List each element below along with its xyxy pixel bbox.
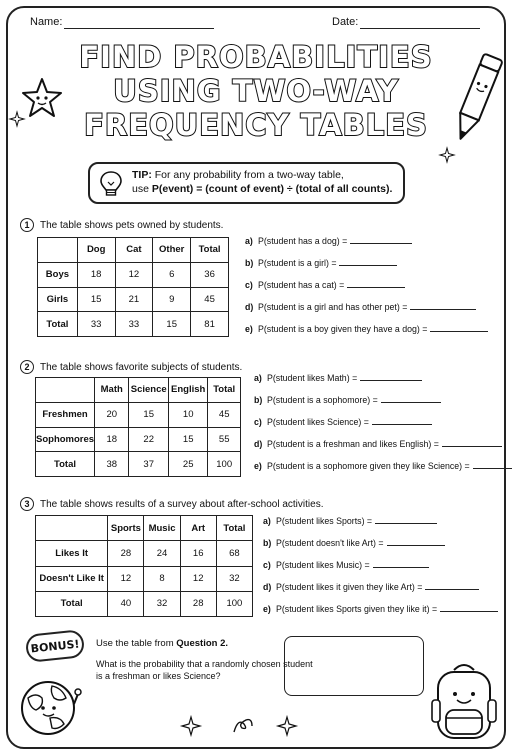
star-icon xyxy=(20,76,64,120)
question-text: P(student is a sophomore) = xyxy=(267,395,378,405)
table-row-header: Likes It xyxy=(36,541,108,566)
answer-blank[interactable] xyxy=(339,258,397,266)
question-1-header xyxy=(20,218,223,232)
question-item xyxy=(254,439,502,449)
table-cell: 15 xyxy=(153,312,191,337)
question-text: P(student likes it given they like Art) = xyxy=(276,582,423,592)
table-row xyxy=(36,402,241,427)
answer-blank[interactable] xyxy=(375,516,437,524)
question-item xyxy=(263,516,437,526)
answer-blank[interactable] xyxy=(442,439,502,447)
lightbulb-icon xyxy=(98,169,124,199)
title-line-1: FIND PROBABILITIES xyxy=(79,40,433,74)
bonus-question-line-1: What is the probability that a randomly chosen student xyxy=(96,659,313,669)
question-number: 2 xyxy=(20,360,34,374)
question-text: P(student is a girl and has other pet) = xyxy=(258,302,408,312)
table-header-cell: Art xyxy=(180,516,216,541)
table-cell: 21 xyxy=(115,287,153,312)
question-item xyxy=(254,373,422,383)
pencil-icon xyxy=(452,48,502,148)
table-header-cell: English xyxy=(169,378,208,403)
table-cell: 100 xyxy=(208,452,241,477)
table-cell: 8 xyxy=(144,566,180,591)
question-letter: c) xyxy=(245,280,253,290)
question-item xyxy=(263,604,498,614)
question-letter: a) xyxy=(245,236,253,246)
question-number: 1 xyxy=(20,218,34,232)
table-row-header: Girls xyxy=(38,287,78,312)
sparkle-icon xyxy=(278,717,296,735)
table-row-header: Total xyxy=(36,452,95,477)
question-item xyxy=(263,560,429,570)
table-row xyxy=(38,312,229,337)
answer-blank[interactable] xyxy=(381,395,441,403)
table-header-cell: Other xyxy=(153,238,191,263)
answer-blank[interactable] xyxy=(360,373,422,381)
table-header-cell: Music xyxy=(144,516,180,541)
table-row-header: Doesn't Like It xyxy=(36,566,108,591)
question-letter: c) xyxy=(263,560,271,570)
question-item xyxy=(263,538,445,548)
answer-blank[interactable] xyxy=(410,302,476,310)
answer-blank[interactable] xyxy=(430,324,488,332)
question-2-header xyxy=(20,360,242,374)
question-letter: e) xyxy=(254,461,262,471)
answer-blank[interactable] xyxy=(440,604,498,612)
table-header-cell: Total xyxy=(208,378,241,403)
table-header-cell xyxy=(36,378,95,403)
table-row xyxy=(36,591,253,616)
question-letter: b) xyxy=(254,395,263,405)
table-header-cell: Math xyxy=(95,378,129,403)
bonus-answer-box[interactable] xyxy=(284,636,424,696)
question-text: P(student has a cat) = xyxy=(258,280,345,290)
question-prompt: The table shows results of a survey about after-school activities. xyxy=(40,498,324,510)
table-cell: 24 xyxy=(144,541,180,566)
question-prompt: The table shows favorite subjects of students. xyxy=(40,361,243,373)
table-cell: 45 xyxy=(208,402,241,427)
frequency-table-subjects xyxy=(35,377,241,477)
sparkle-icon xyxy=(440,148,454,162)
answer-blank[interactable] xyxy=(347,280,405,288)
table-cell: 12 xyxy=(180,566,216,591)
question-text: P(student is a boy given they have a dog) = xyxy=(258,324,428,334)
question-letter: d) xyxy=(254,439,263,449)
question-text: P(student is a freshman and likes English) = xyxy=(267,439,439,449)
date-label: Date: xyxy=(332,16,359,28)
bonus-intro xyxy=(96,638,228,649)
question-letter: c) xyxy=(254,417,262,427)
question-text: P(student likes Music) = xyxy=(276,560,370,570)
table-cell: 12 xyxy=(115,262,153,287)
question-item xyxy=(245,236,412,246)
table-row xyxy=(36,452,241,477)
question-item xyxy=(245,258,397,268)
question-letter: e) xyxy=(263,604,271,614)
table-header-cell: Cat xyxy=(115,238,153,263)
answer-blank[interactable] xyxy=(473,461,512,469)
question-text: P(student likes Science) = xyxy=(267,417,369,427)
table-header-cell: Total xyxy=(216,516,252,541)
table-row-header: Total xyxy=(36,591,108,616)
title-line-3: FREQUENCY TABLES xyxy=(84,108,428,142)
table-cell: 18 xyxy=(95,427,129,452)
date-field[interactable] xyxy=(360,28,480,29)
question-letter: d) xyxy=(263,582,272,592)
frequency-table-activities xyxy=(35,515,253,617)
table-cell: 32 xyxy=(144,591,180,616)
answer-blank[interactable] xyxy=(373,560,429,568)
table-cell: 28 xyxy=(108,541,144,566)
answer-blank[interactable] xyxy=(372,417,432,425)
table-row xyxy=(36,541,253,566)
table-cell: 9 xyxy=(153,287,191,312)
table-cell: 32 xyxy=(216,566,252,591)
table-cell: 22 xyxy=(129,427,169,452)
question-3-header xyxy=(20,497,323,511)
table-header-row xyxy=(38,238,229,263)
question-text: P(student likes Math) = xyxy=(267,373,358,383)
table-header-cell: Sports xyxy=(108,516,144,541)
question-item xyxy=(245,302,476,312)
bonus-intro-prefix: Use the table from xyxy=(96,638,177,649)
question-item xyxy=(245,324,488,334)
question-text: P(student is a sophomore given they like Science) = xyxy=(267,461,470,471)
answer-blank[interactable] xyxy=(387,538,445,546)
question-letter: a) xyxy=(254,373,262,383)
table-row xyxy=(36,566,253,591)
bonus-intro-ref: Question 2. xyxy=(176,638,228,649)
table-cell: 55 xyxy=(208,427,241,452)
question-item xyxy=(245,280,405,290)
bonus-badge: BONUS! xyxy=(25,629,86,663)
answer-blank[interactable] xyxy=(425,582,479,590)
table-header-cell: Science xyxy=(129,378,169,403)
table-cell: 100 xyxy=(216,591,252,616)
table-row xyxy=(36,427,241,452)
table-cell: 15 xyxy=(77,287,115,312)
tip-line-1: For any probability from a two-way table, xyxy=(154,169,344,181)
question-item xyxy=(254,461,512,471)
question-letter: e) xyxy=(245,324,253,334)
table-cell: 45 xyxy=(191,287,229,312)
table-row-header: Freshmen xyxy=(36,402,95,427)
table-row-header: Sophomores xyxy=(36,427,95,452)
question-text: P(student is a girl) = xyxy=(258,258,337,268)
table-cell: 33 xyxy=(115,312,153,337)
name-field[interactable] xyxy=(64,28,214,29)
table-cell: 18 xyxy=(77,262,115,287)
sparkle-icon xyxy=(10,112,24,126)
question-text: P(student doesn't like Art) = xyxy=(276,538,384,548)
table-cell: 33 xyxy=(77,312,115,337)
table-cell: 38 xyxy=(95,452,129,477)
table-cell: 15 xyxy=(129,402,169,427)
tip-box xyxy=(88,162,405,204)
table-cell: 81 xyxy=(191,312,229,337)
answer-blank[interactable] xyxy=(350,236,412,244)
table-header-cell xyxy=(36,516,108,541)
table-cell: 25 xyxy=(169,452,208,477)
tip-formula: P(event) = (count of event) ÷ (total of all counts). xyxy=(151,183,393,195)
question-letter: b) xyxy=(263,538,272,548)
frequency-table-pets xyxy=(37,237,229,337)
swirl-doodle xyxy=(232,716,254,736)
question-item xyxy=(254,417,432,427)
table-cell: 68 xyxy=(216,541,252,566)
table-row xyxy=(38,262,229,287)
question-item xyxy=(263,582,479,592)
table-header-row xyxy=(36,378,241,403)
table-row-header: Boys xyxy=(38,262,78,287)
question-letter: d) xyxy=(245,302,254,312)
question-number: 3 xyxy=(20,497,34,511)
table-cell: 10 xyxy=(169,402,208,427)
name-label: Name: xyxy=(30,16,63,28)
table-header-cell xyxy=(38,238,78,263)
page-title xyxy=(0,40,512,142)
sparkle-icon xyxy=(182,717,200,735)
table-cell: 28 xyxy=(180,591,216,616)
table-cell: 36 xyxy=(191,262,229,287)
question-letter: a) xyxy=(263,516,271,526)
table-header-cell: Dog xyxy=(77,238,115,263)
table-cell: 40 xyxy=(108,591,144,616)
backpack-mascot-icon xyxy=(428,660,500,744)
question-text: P(student likes Sports) = xyxy=(276,516,373,526)
table-cell: 37 xyxy=(129,452,169,477)
table-cell: 15 xyxy=(169,427,208,452)
table-row-header: Total xyxy=(38,312,78,337)
tip-line-2-prefix: use xyxy=(132,183,152,195)
table-cell: 16 xyxy=(180,541,216,566)
table-cell: 12 xyxy=(108,566,144,591)
question-item xyxy=(254,395,441,405)
table-cell: 6 xyxy=(153,262,191,287)
title-line-2: USING TWO-WAY xyxy=(113,74,399,108)
table-cell: 20 xyxy=(95,402,129,427)
question-letter: b) xyxy=(245,258,254,268)
table-header-row xyxy=(36,516,253,541)
globe-mascot-icon xyxy=(14,674,82,740)
table-row xyxy=(38,287,229,312)
question-prompt: The table shows pets owned by students. xyxy=(40,219,224,231)
question-text: P(student likes Sports given they like it) = xyxy=(276,604,438,614)
tip-label: TIP: xyxy=(132,169,152,181)
name-date-row xyxy=(30,16,482,36)
bonus-question-line-2: is a freshman or likes Science? xyxy=(96,671,221,681)
table-header-cell: Total xyxy=(191,238,229,263)
question-text: P(student has a dog) = xyxy=(258,236,348,246)
